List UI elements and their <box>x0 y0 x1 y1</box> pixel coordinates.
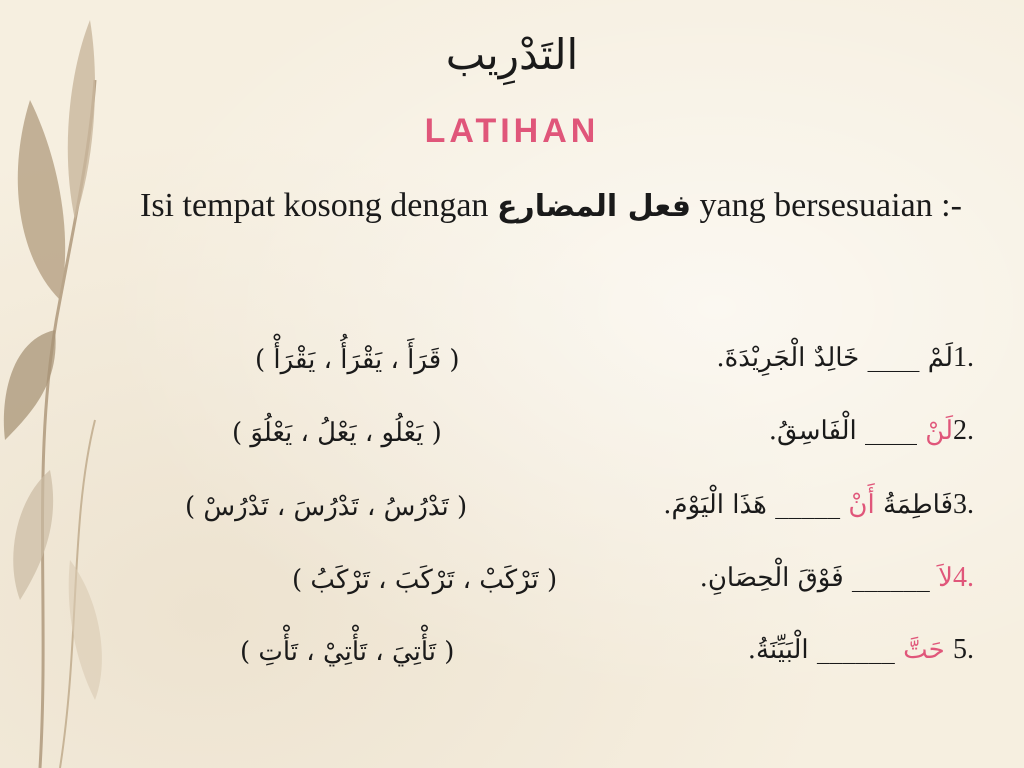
question-2-sentence: الْفَاسِقُ. <box>768 416 857 446</box>
question-3 <box>663 489 974 521</box>
question-1-particle: لَمْ <box>927 343 953 373</box>
question-4 <box>700 562 974 594</box>
question-1-blank: ____ <box>867 343 920 373</box>
question-3-prefix: فَاطِمَةُ <box>882 490 953 520</box>
question-2-particle: لَنْ <box>925 416 953 446</box>
instruction-arabic-term: فعل المضارع <box>496 189 691 224</box>
question-4-blank: ______ <box>851 563 930 593</box>
page-title-arabic: التَدْرِيب <box>445 30 579 79</box>
question-5-options: ( تَأْتِيَ ، تَأْتِيْ ، تَأْتِ ) <box>240 637 455 667</box>
question-3-options: ( تَدْرُسُ ، تَدْرُسَ ، تَدْرُسْ ) <box>185 492 468 522</box>
question-2-options: ( يَعْلُو ، يَعْلُ ، يَعْلُوَ ) <box>232 418 442 448</box>
question-3-particle: أَنْ <box>848 490 875 520</box>
instruction-after: yang bersesuaian :- <box>691 187 962 224</box>
question-2-blank: ____ <box>865 416 918 446</box>
question-3-number: 3. <box>953 489 974 520</box>
question-4-particle: لاَ <box>938 563 953 593</box>
question-4-options: ( تَرْكَبْ ، تَرْكَبَ ، تَرْكَبُ ) <box>292 565 558 595</box>
question-1-number: 1. <box>953 342 974 373</box>
instruction-before: Isi tempat kosong dengan <box>140 187 497 224</box>
question-2-number: 2. <box>953 415 974 446</box>
question-2 <box>769 415 974 447</box>
question-4-sentence: فَوْقَ الْحِصَانِ. <box>699 563 844 593</box>
page-title-latin: LATIHAN <box>424 112 600 150</box>
question-3-blank: _____ <box>775 490 841 520</box>
instruction-text <box>140 178 972 235</box>
question-5 <box>748 634 974 666</box>
question-5-number: 5. <box>953 634 974 665</box>
question-1 <box>716 342 974 374</box>
question-4-number: 4. <box>953 562 974 593</box>
question-3-sentence: هَذَا الْيَوْمَ. <box>663 490 767 520</box>
question-5-particle: حَتَّ <box>903 635 945 665</box>
question-1-options: ( قَرَأَ ، يَقْرَأُ ، يَقْرَأْ ) <box>255 345 460 375</box>
question-1-sentence: خَالِدٌ الْجَرِيْدَةَ. <box>716 343 860 373</box>
question-5-blank: ______ <box>816 635 895 665</box>
question-5-sentence: الْبَيِّنَةُ. <box>747 635 809 665</box>
